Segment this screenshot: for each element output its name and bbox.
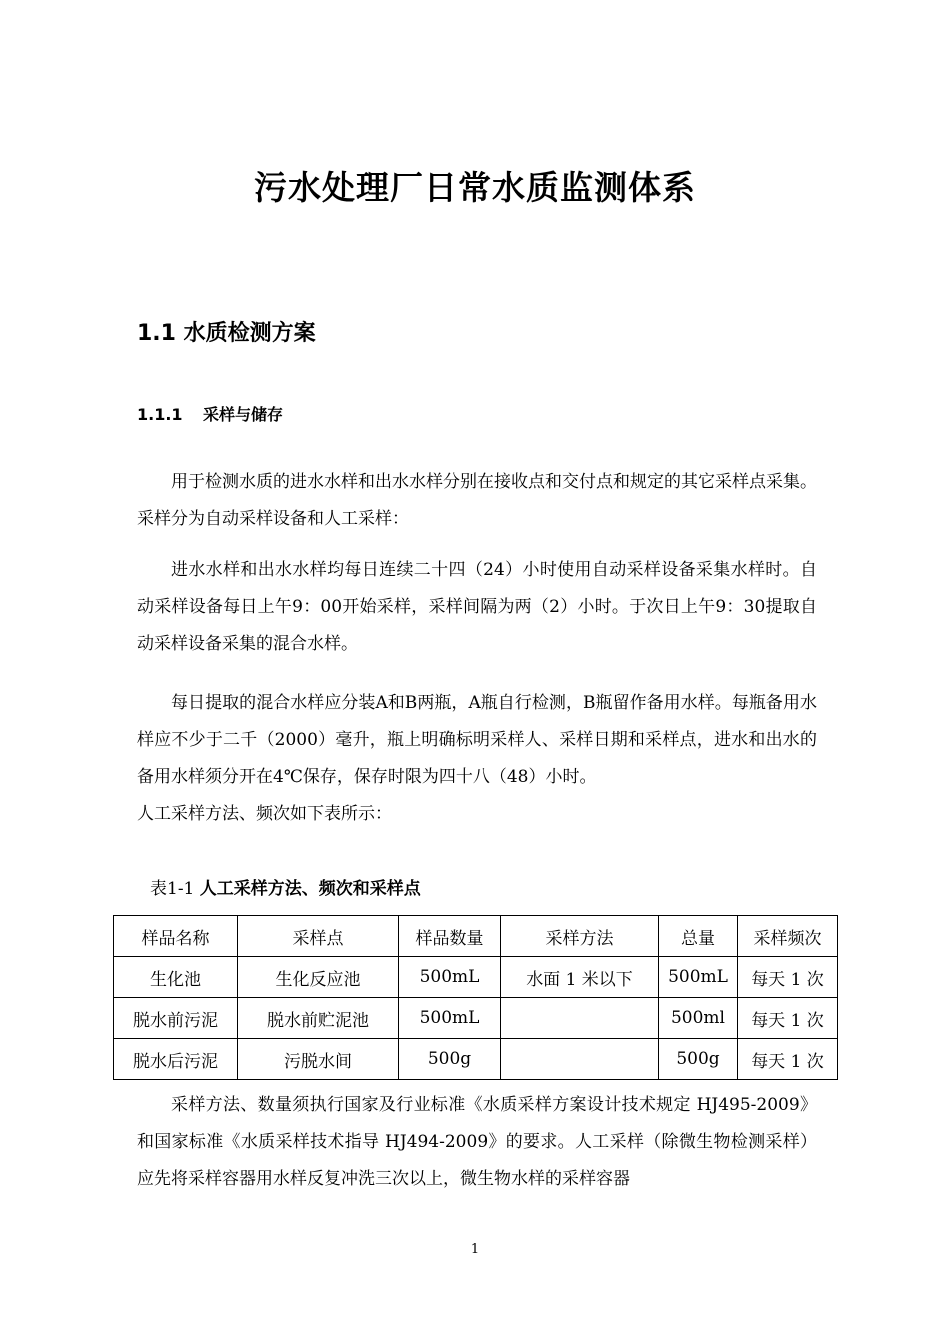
table-cell: 每天 1 次 xyxy=(738,998,838,1039)
table-row xyxy=(114,1039,838,1080)
table-cell: 生化反应池 xyxy=(238,957,399,998)
paragraph-auto-sampling: 进水水样和出水水样均每日连续二十四（24）小时使用自动采样设备采集水样时。自动采样设备每日上午9：00开始采样，采样间隔为两（2）小时。于次日上午9：30提取自动采样设备采集的混合水样。 xyxy=(137,560,817,654)
subsection-number: 1.1.1 xyxy=(137,405,183,424)
paragraph-manual-intro: 人工采样方法、频次如下表所示： xyxy=(137,804,392,824)
table-header-row xyxy=(114,916,838,957)
paragraph-sampling-points: 用于检测水质的进水水样和出水水样分别在接收点和交付点和规定的其它采样点采集。采样分为自动采样设备和人工采样： xyxy=(137,472,817,529)
sampling-table xyxy=(113,915,838,1080)
table-row xyxy=(114,957,838,998)
subsection-heading xyxy=(137,402,283,425)
page-number: 1 xyxy=(470,1242,480,1257)
table-header-cell: 样品名称 xyxy=(114,916,238,957)
table-cell xyxy=(501,1039,659,1080)
table-cell: 500g xyxy=(399,1039,501,1080)
table-cell: 500mL xyxy=(659,957,738,998)
table-cell: 每天 1 次 xyxy=(738,957,838,998)
table-cell xyxy=(501,998,659,1039)
table-header-cell: 采样方法 xyxy=(501,916,659,957)
table-caption xyxy=(150,874,421,899)
table-row xyxy=(114,998,838,1039)
table-header-cell: 采样点 xyxy=(238,916,399,957)
paragraph-storage-text: 每日提取的混合水样应分装A和B两瓶，A瓶自行检测，B瓶留作备用水样。每瓶备用水样应不少于二千（2000）毫升，瓶上明确标明采样人、采样日期和采样点，进水和出水的备用水样须分开在4℃保存，保存时限为四十八（48）小时。 xyxy=(137,693,817,787)
subsection-title: 采样与储存 xyxy=(203,405,284,424)
table-cell: 脱水后污泥 xyxy=(114,1039,238,1080)
table-cell: 500mL xyxy=(399,998,501,1039)
table-cell: 脱水前污泥 xyxy=(114,998,238,1039)
document-title: 污水处理厂日常水质监测体系 xyxy=(254,168,696,207)
table-cell: 500mL xyxy=(399,957,501,998)
table-cell: 500ml xyxy=(659,998,738,1039)
table-cell: 水面 1 米以下 xyxy=(501,957,659,998)
table-header-cell: 样品数量 xyxy=(399,916,501,957)
table-caption-prefix: 表1-1 xyxy=(150,879,195,899)
table-cell: 每天 1 次 xyxy=(738,1039,838,1080)
table-header-cell: 总量 xyxy=(659,916,738,957)
paragraph-storage xyxy=(137,685,817,833)
table-cell: 污脱水间 xyxy=(238,1039,399,1080)
paragraph-standards: 采样方法、数量须执行国家及行业标准《水质采样方案设计技术规定 HJ495-2009》和国家标准《水质采样技术指导 HJ494-2009》的要求。人工采样（除微生物检测采样）应先将采样容器用水样反复冲洗三次以上，微生物水样的采样容器 xyxy=(137,1095,817,1189)
table-cell: 脱水前贮泥池 xyxy=(238,998,399,1039)
table-cell: 500g xyxy=(659,1039,738,1080)
table-cell: 生化池 xyxy=(114,957,238,998)
table-header-cell: 采样频次 xyxy=(738,916,838,957)
section-heading: 1.1 水质检测方案 xyxy=(137,321,316,346)
table-caption-title: 人工采样方法、频次和采样点 xyxy=(199,879,421,899)
